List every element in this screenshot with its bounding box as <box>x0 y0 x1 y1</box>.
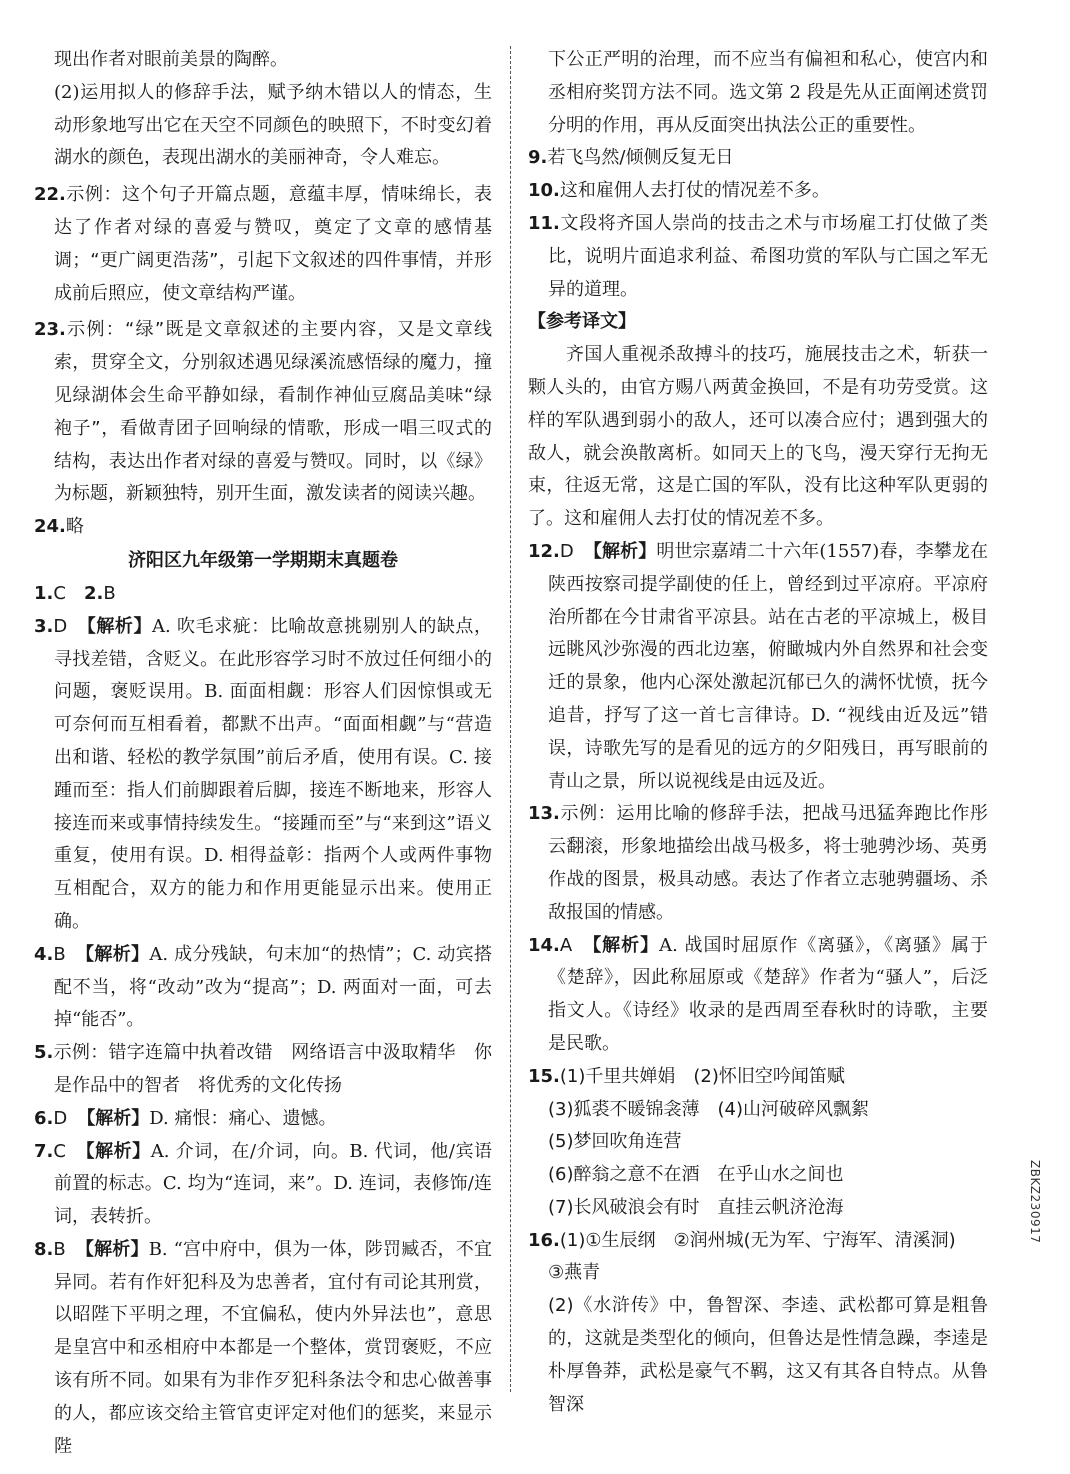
answer-14 <box>528 930 988 1061</box>
left-column <box>34 44 492 1463</box>
analysis-tag: 【解析】 <box>582 934 660 956</box>
section-title: 济阳区九年级第一学期期末真题卷 <box>128 549 398 571</box>
column-divider <box>510 46 511 1392</box>
answer-text: 文段将齐国人崇尚的技击之术与市场雇工打仗做了类比，说明片面追求利益、希图功赏的军队与亡国之军无异的道理。 <box>548 212 988 300</box>
answer-15-line-2: (3)狐裘不暖锦衾薄 (4)山河破碎风飘絮 <box>548 1098 869 1120</box>
answer-6 <box>34 1103 492 1136</box>
answer-16-line-2: ③燕青 <box>548 1262 601 1284</box>
side-code: ZBKZ230917 <box>1028 1160 1042 1244</box>
question-number: 12. <box>528 540 560 562</box>
question-number: 4. <box>34 943 54 965</box>
answer-letter: B <box>53 1238 66 1260</box>
answer-letter: B <box>103 582 116 604</box>
answer-line: (1)①生辰纲 ②润州城(无为军、宁海军、清溪洞) <box>559 1229 956 1251</box>
answer-text: 若飞鸟然/倾侧反复无日 <box>547 147 734 169</box>
analysis-text: 明世宗嘉靖二十六年(1557)春，李攀龙在陕西按察司提学副使的任上，曾经到过平凉府。平凉府治所都在今甘肃省平凉县。站在古老的平凉城上，极目远眺风沙弥漫的西北边塞，俯瞰城内外自然界和社会变迁的景象，他内心深处激起沉郁已久的满怀忧愤，抚今追昔，抒写了这一首七言律诗。D. “视线由近及远”错误，诗歌先写的是看见的远方的夕阳残日，再写眼前的青山之景，所以说视线是由远及近。 <box>548 540 988 792</box>
answer-21-continuation: 现出作者对眼前美景的陶醉。 <box>54 49 288 70</box>
analysis-text: D. 痛恨：痛心、遗憾。 <box>149 1107 337 1129</box>
answer-23 <box>34 314 492 511</box>
question-number: 14. <box>528 934 560 956</box>
answer-8-continuation: 下公正严明的治理，而不应当有偏袒和私心，使宫内和丞相府奖罚方法不同。选文第 2 段是先从正面阐述赏罚分明的作用，再从反面突出执法公正的重要性。 <box>548 49 988 136</box>
question-number: 10. <box>528 180 560 202</box>
question-number: 11. <box>528 212 560 234</box>
analysis-tag: 【解析】 <box>75 1140 151 1162</box>
answer-15 <box>528 1061 988 1094</box>
analysis-tag: 【解析】 <box>583 540 657 562</box>
analysis-tag: 【解析】 <box>75 1238 149 1260</box>
answer-15-line-5: (7)长风破浪会有时 直挂云帆济沧海 <box>548 1196 844 1218</box>
analysis-tag: 【解析】 <box>77 615 153 637</box>
answer-letter: C <box>53 582 66 604</box>
answer-1-2 <box>34 578 492 611</box>
answer-16-part-2: (2)《水浒传》中，鲁智深、李逵、武松都可算是粗鲁的，这就是类型化的倾向，但鲁达是性情急躁，李逵是朴厚鲁莽，武松是豪气不羁，这又有其各自特点。从鲁智深 <box>548 1295 988 1415</box>
answer-5 <box>34 1037 492 1103</box>
answer-11 <box>528 208 988 306</box>
question-number: 9. <box>528 147 548 169</box>
answer-13 <box>528 798 988 929</box>
question-number: 13. <box>528 803 560 825</box>
answer-letter: C <box>53 1140 66 1162</box>
answer-text: 示例：“绿”既是文章叙述的主要内容，又是文章线索，贯穿全文，分别叙述遇见绿溪流感悟绿的魔力，撞见绿湖体会生命平静如绿，看制作神仙豆腐品美味“绿袍子”，看做青团子回响绿的情歌，形成一唱三叹式的结构，表达出作者对绿的喜爱与赞叹。同时，以《绿》为标题，新颖独特，别开生面，激发读者的阅读兴趣。 <box>54 319 492 505</box>
answer-12 <box>528 536 988 798</box>
answer-3 <box>34 611 492 939</box>
answer-text: 示例：错字连篇中执着改错 网络语言中汲取精华 你是作品中的智者 将优秀的文化传扬 <box>53 1042 492 1096</box>
analysis-text: A. 成分残缺，句末加“的热情”；C. 动宾搭配不当，将“改动”改为“提高”；D. 两面对一面，可去掉“能否”。 <box>54 943 493 1031</box>
answer-text: 略 <box>65 516 84 538</box>
question-number: 15. <box>528 1065 560 1087</box>
analysis-text: B. “宫中府中，俱为一体，陟罚臧否，不宜异同。若有作奸犯科及为忠善者，宜付有司论其刑赏，以昭陛下平明之理，不宜偏私，使内外异法也”，意思是皇宫中和丞相府中本都是一个整体，赏罚褒贬，不应该有所不同。如果有为非作歹犯科条法令和忠心做善事的人，都应该交给主管官吏评定对他们的惩奖，来显示陛 <box>54 1238 493 1457</box>
answer-8 <box>34 1234 492 1464</box>
question-number: 3. <box>34 615 54 637</box>
answer-24 <box>34 511 492 544</box>
question-number: 5. <box>34 1042 54 1064</box>
question-number: 7. <box>34 1140 54 1162</box>
answer-10 <box>528 175 988 208</box>
answer-4 <box>34 939 492 1037</box>
answer-letter: B <box>53 943 66 965</box>
answer-text: 示例：这个句子开篇点题，意蕴丰厚，情味绵长，表达了作者对绿的喜爱与赞叹，奠定了文章的感情基调；“更广阔更浩荡”，引起下文叙述的四件事情，并形成前后照应，使文章结构严谨。 <box>54 184 492 304</box>
answer-15-line-4: (6)醉翁之意不在酒 在乎山水之间也 <box>548 1164 844 1186</box>
answer-7 <box>34 1136 492 1234</box>
question-number: 16. <box>528 1229 560 1251</box>
analysis-tag: 【解析】 <box>77 1107 150 1129</box>
question-number: 2. <box>83 582 104 604</box>
answer-9 <box>528 142 988 175</box>
analysis-text: A. 介词，在/介词，向。B. 代词，他/宾语前置的标志。C. 均为“连词，来”。D. 连词，表修饰/连词，表转折。 <box>54 1140 493 1228</box>
question-number: 6. <box>34 1107 54 1129</box>
answer-21-part-2: (2)运用拟人的修辞手法，赋予纳木错以人的情态，生动形象地写出它在天空不同颜色的映照下，不时变幻着湖水的颜色，表现出湖水的美丽神奇，令人难忘。 <box>54 81 492 169</box>
answer-letter: D <box>53 1107 68 1129</box>
answer-22 <box>34 179 492 310</box>
answer-text: 示例：运用比喻的修辞手法，把战马迅猛奔跑比作彤云翻滚，形象地描绘出战马极多，将士驰骋沙场、英勇作战的图景，极具动感。表达了作者立志驰骋疆场、杀敌报国的情感。 <box>548 803 988 923</box>
answer-text: 这和雇佣人去打仗的情况差不多。 <box>559 180 830 202</box>
answer-letter: D <box>559 540 574 562</box>
answer-16 <box>528 1225 988 1258</box>
reference-translation-text: 齐国人重视杀敌搏斗的技巧，施展技击之术，斩获一颗人头的，由官方赐八两黄金换回，不是有功劳受赏。这样的军队遇到弱小的敌人，还可以凑合应付；遇到强大的敌人，就会涣散离析。如同天上的飞鸟，漫天穿行无拘无束，往返无常，这是亡国的军队，没有比这种军队更弱的了。这和雇佣人去打仗的情况差不多。 <box>528 344 988 530</box>
analysis-tag: 【解析】 <box>75 943 150 965</box>
answer-line: (1)千里共婵娟 (2)怀旧空吟闻笛赋 <box>559 1065 845 1087</box>
question-number: 1. <box>34 582 54 604</box>
question-number: 22. <box>34 184 66 206</box>
right-column <box>528 44 988 1421</box>
question-number: 8. <box>34 1238 54 1260</box>
question-number: 24. <box>34 516 66 538</box>
answer-letter: A <box>559 934 573 956</box>
analysis-text: A. 战国时屈原作《离骚》，《离骚》属于《楚辞》，因此称屈原或《楚辞》作者为“骚人”，后泛指文人。《诗经》收录的是西周至春秋时的诗歌，主要是民歌。 <box>548 934 988 1054</box>
answer-15-line-3: (5)梦回吹角连营 <box>548 1131 682 1153</box>
question-number: 23. <box>34 319 66 341</box>
reference-translation-title: 【参考译文】 <box>528 311 636 333</box>
answer-letter: D <box>53 615 68 637</box>
analysis-text: A. 吹毛求疵：比喻故意挑剔别人的缺点，寻找差错，含贬义。在此形容学习时不放过任何细小的问题，褒贬误用。B. 面面相觑：形容人们因惊惧或无可奈何而互相看着，都默不出声。“面面相觑”与“营造出和谐、轻松的教学氛围”前后矛盾，使用有误。C. 接踵而至：指人们前脚跟着后脚，接连不断地来，形容人接连而来或事情持续发生。“接踵而至”与“来到这”语义重复，使用有误。D. 相得益彰：指两个人或两件事物互相配合，双方的能力和作用更能显示出来。使用正确。 <box>54 615 492 932</box>
